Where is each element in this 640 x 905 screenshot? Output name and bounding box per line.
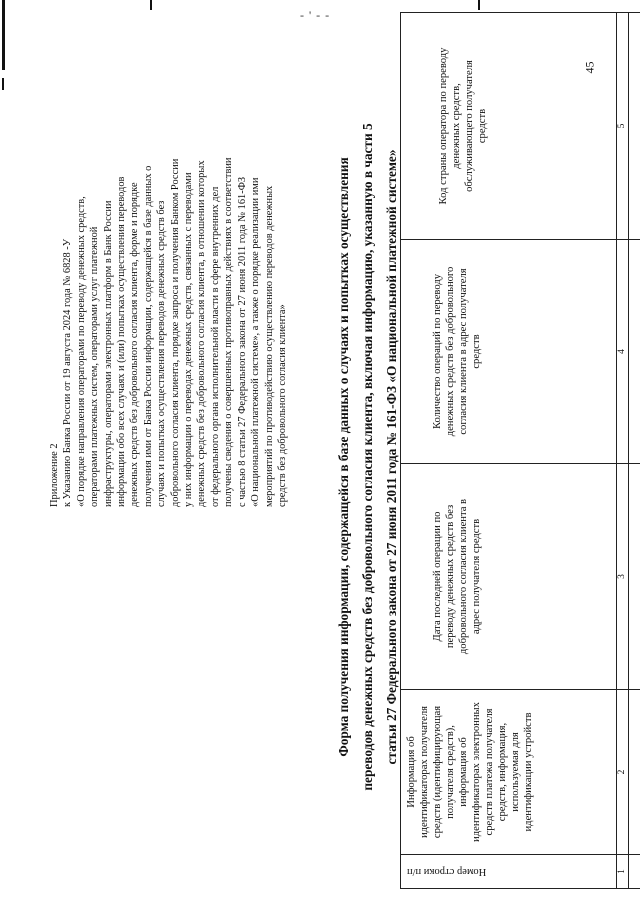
table-cell (629, 690, 640, 855)
header-cell-country-code: Код страны оператора по переводу денежных средств, обслуживающего получателя средств (401, 13, 617, 240)
appendix-line: от федерального органа исполнительной власти в сфере внутренних дел (209, 186, 221, 507)
column-number-cell: 2 (617, 690, 629, 855)
form-title (332, 27, 404, 887)
form-title-line: переводов денежных средств без добровольного согласия клиента, включая информацию, указанную в части 5 (360, 123, 375, 791)
form-table (400, 12, 640, 889)
appendix-line: средств без добровольного согласия клиента» (276, 304, 288, 507)
header-cell-recipient-info: Информация об идентификаторах получателя средств (идентифицирующая получателя средств), информация об идентификаторах электронных средств платежа получателя средств, информация, используемая для идентификации устройств (401, 690, 617, 855)
appendix-line: у них информации о переводах денежных средств, связанных с переводами (183, 172, 195, 507)
appendix-line: денежных средств без добровольного согласия клиента, в отношении которых (196, 160, 208, 507)
header-row-number-label: Номер строки п/п (407, 866, 487, 877)
appendix-line: операторами платежных систем, операторами услуг платежной (89, 226, 101, 507)
column-number-cell: 1 (617, 855, 629, 889)
column-number-cell: 3 (617, 464, 629, 690)
table-cell (629, 855, 640, 889)
column-number-row (617, 13, 629, 889)
form-title-line: статьи 27 Федерального закона от 27 июня 2011 года № 161-ФЗ «О национальной платежной системе» (384, 149, 399, 765)
appendix-line: с частью 8 статьи 27 Федерального закона от 27 июня 2011 года № 161-ФЗ (236, 176, 248, 507)
table-cell (629, 240, 640, 464)
table-cell (629, 13, 640, 240)
table-cell (629, 464, 640, 690)
appendix-line: к Указанию Банка России от 19 августа 2024 года № 6828 -У (62, 238, 74, 507)
appendix-line: денежных средств без добровольного согласия клиента, форме и порядке (129, 182, 141, 507)
appendix-line: Приложение 2 (49, 443, 60, 507)
appendix-header (48, 37, 289, 507)
appendix-line: «О национальной платежной системе», а также о порядке реализации ими (250, 177, 262, 507)
column-number-cell: 5 (617, 13, 629, 240)
header-cell-operations-count: Количество операций по переводу денежных средств без добровольного согласия клиента в адрес получателя средств (401, 240, 617, 464)
header-cell-row-number (401, 855, 617, 889)
page-number: 45 (582, 61, 597, 74)
table-header-row (401, 13, 617, 889)
form-title-line: Форма получения информации, содержащейся в базе данных о случаях и попытках осуществления (336, 157, 351, 757)
appendix-line: мероприятий по противодействию осуществлению переводов денежных (263, 185, 275, 507)
appendix-line: «О порядке направления операторами по переводу денежных средств, (75, 196, 87, 507)
appendix-line: информации обо всех случаях и (или) попытках осуществления переводов (116, 176, 128, 507)
appendix-line: случаях и попытках осуществления переводов денежных средств без (156, 200, 168, 507)
table-row (629, 13, 640, 889)
appendix-line: добровольного согласия клиента, порядке запроса и получения Банком России (169, 158, 181, 507)
appendix-line: получения ими от Банка России информации, содержащейся в базе данных о (142, 165, 154, 507)
header-cell-last-operation-date: Дата последней операции по переводу денежных средств без добровольного согласия клиента в адрес получателя средств (401, 464, 617, 690)
appendix-line: инфраструктуры, операторами электронных платформ в Банк России (102, 200, 114, 507)
column-number-cell: 4 (617, 240, 629, 464)
top-dashes: - ' - - (300, 8, 331, 22)
appendix-line: получены сведения о совершенных противоправных действиях в соответствии (223, 157, 235, 507)
